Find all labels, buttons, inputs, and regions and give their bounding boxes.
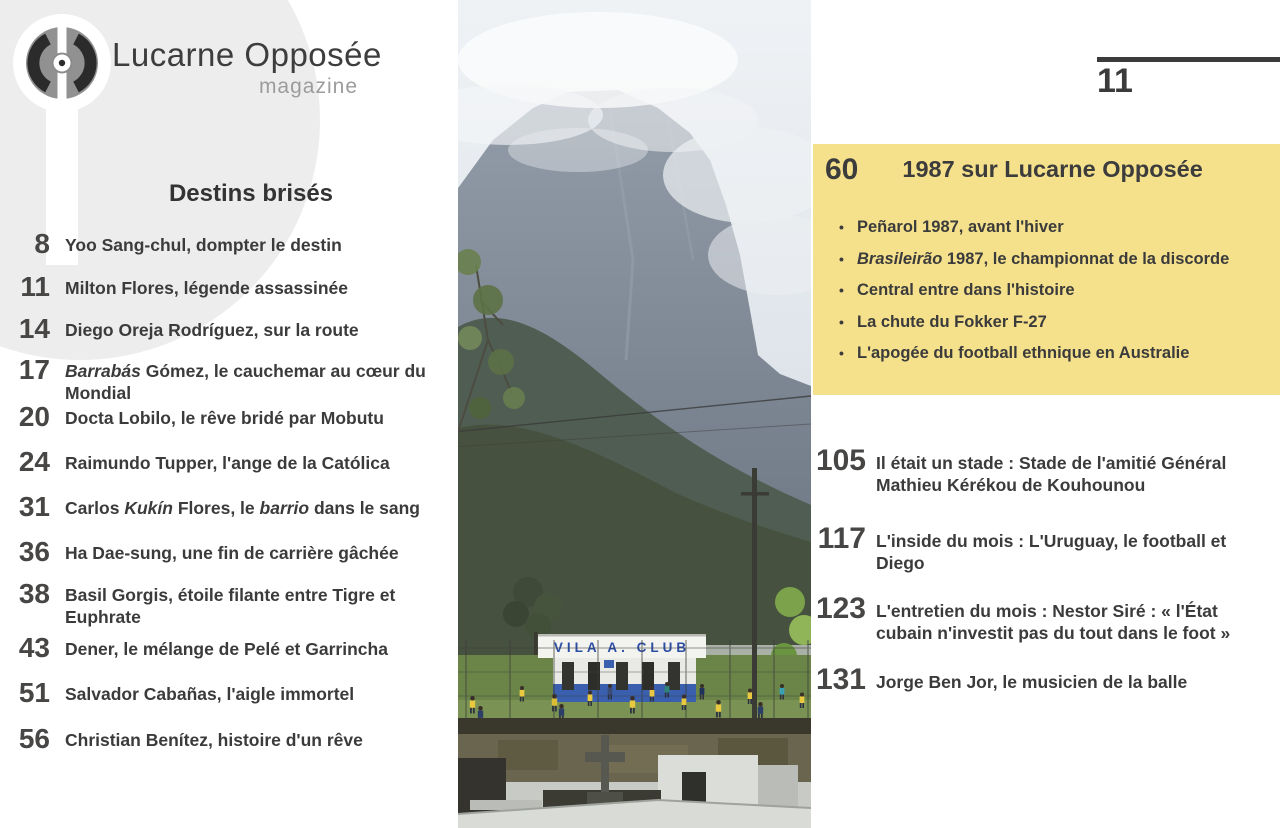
toc-page-number: 51 (18, 677, 50, 708)
brand-logo-icon (14, 15, 110, 111)
toc-entry (0, 537, 440, 567)
featured-bullet: • Peñarol 1987, avant l'hiver (839, 218, 1229, 250)
toc-entry (0, 724, 440, 754)
toc-entry-title: Milton Flores, légende assassinée (65, 278, 349, 298)
toc-entry-title: Jorge Ben Jor, le musicien de la balle (876, 672, 1188, 692)
toc-entry (0, 678, 440, 708)
toc-entry (800, 445, 1280, 496)
toc-entry (0, 579, 440, 628)
toc-entry (0, 314, 440, 344)
toc-page-number: 31 (18, 491, 50, 522)
clubhouse-sign: VILA A. CLUB (553, 640, 691, 655)
featured-bullet: • Central entre dans l'histoire (839, 281, 1229, 313)
featured-section-box (813, 144, 1280, 395)
toc-page-number: 43 (18, 632, 50, 663)
toc-entry (0, 492, 440, 522)
toc-entry (0, 355, 440, 404)
featured-bullet-list (839, 218, 1229, 376)
photo-clubhouse (538, 634, 706, 702)
toc-page-number: 24 (18, 446, 50, 477)
toc-page-number: 20 (18, 401, 50, 432)
toc-page-number: 38 (18, 578, 50, 609)
toc-entry-title: Diego Oreja Rodríguez, sur la route (65, 320, 359, 340)
toc-entry-title: L'inside du mois : L'Uruguay, le football et Diego (876, 531, 1227, 573)
featured-title: 1987 sur Lucarne Opposée (902, 156, 1203, 182)
toc-entry-title: Raimundo Tupper, l'ange de la Católica (65, 453, 390, 473)
toc-entry (800, 523, 1280, 574)
brand-wordmark (112, 36, 382, 99)
toc-entry-title: Il était un stade : Stade de l'amitié Général Mathieu Kérékou de Kouhounou (876, 453, 1227, 495)
toc-entry-title: Dener, le mélange de Pelé et Garrincha (65, 639, 388, 659)
brand-name: Lucarne Opposée (112, 36, 382, 73)
toc-entry (0, 447, 440, 477)
toc-page-number: 56 (18, 723, 50, 754)
folio-page-number: 11 (1097, 62, 1133, 100)
toc-page-number: 105 (815, 444, 866, 477)
toc-page-number: 11 (20, 271, 50, 302)
featured-bullet: • Brasileirão 1987, le championnat de la discorde (839, 250, 1229, 282)
toc-entry (0, 402, 440, 432)
toc-entry-title: Ha Dae-sung, une fin de carrière gâchée (65, 543, 399, 563)
featured-bullet: • La chute du Fokker F-27 (839, 313, 1229, 345)
toc-page-number: 17 (18, 354, 50, 385)
toc-entry-title: Basil Gorgis, étoile filante entre Tigre et Euphrate (65, 585, 396, 627)
toc-entry-title: L'entretien du mois : Nestor Siré : « l'État cubain n'investit pas du tout dans le foot » (876, 601, 1231, 643)
toc-page-number: 36 (18, 536, 50, 567)
toc-entry (800, 664, 1280, 696)
featured-bullet: • L'apogée du football ethnique en Australie (839, 344, 1229, 376)
toc-entry-title: Salvador Cabañas, l'aigle immortel (65, 684, 355, 704)
toc-entry (0, 272, 440, 302)
toc-page-number: 117 (817, 522, 866, 555)
cover-photo (458, 0, 811, 828)
toc-entry-title: Docta Lobilo, le rêve bridé par Mobutu (65, 408, 384, 428)
toc-page-number: 131 (815, 663, 866, 696)
toc-page-number: 123 (815, 592, 866, 625)
brand-subtitle: magazine (258, 75, 358, 98)
toc-entry-title: Carlos Kukín Flores, le barrio dans le sang (65, 498, 420, 518)
toc-entry (0, 229, 440, 259)
toc-entry-title: Yoo Sang-chul, dompter le destin (65, 235, 342, 255)
featured-page-number: 60 (825, 153, 859, 186)
toc-page-number: 8 (34, 228, 50, 259)
toc-entry (0, 633, 440, 663)
section-title-destins-brises: Destins brisés (168, 180, 334, 207)
toc-page-number: 14 (18, 313, 50, 344)
toc-entry (800, 593, 1280, 644)
toc-entry-title: Barrabás Gómez, le cauchemar au cœur du Mondial (65, 361, 426, 403)
toc-entry-title: Christian Benítez, histoire d'un rêve (65, 730, 363, 750)
